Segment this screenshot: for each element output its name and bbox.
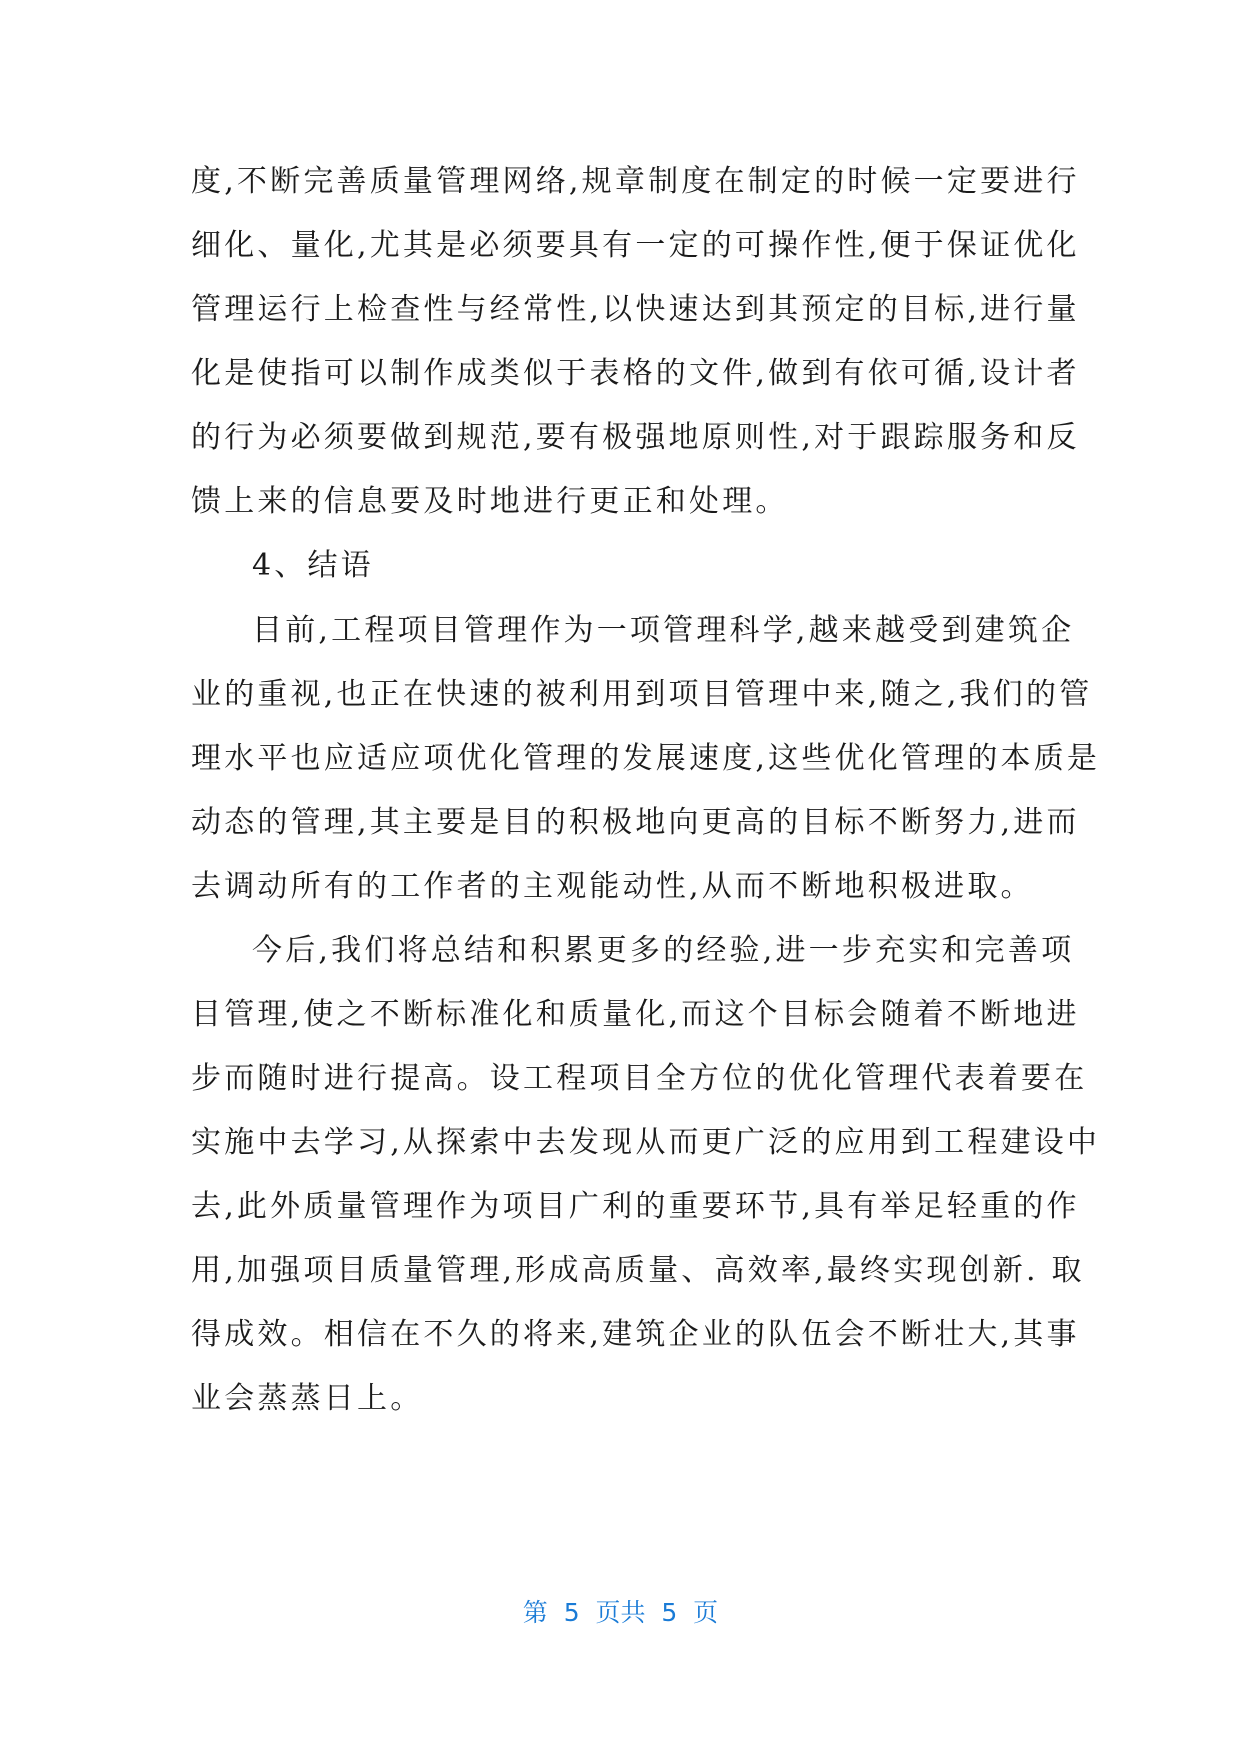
text-line: 目管理,使之不断标准化和质量化,而这个目标会随着不断地进 bbox=[191, 997, 1080, 1032]
text-line: 理水平也应适应项优化管理的发展速度,这些优化管理的本质是 bbox=[191, 741, 1101, 776]
text-line: 化是使指可以制作成类似于表格的文件,做到有依可循,设计者 bbox=[191, 356, 1080, 391]
page-number-footer: 第 5 页共 5 页 bbox=[522, 1598, 719, 1627]
text-line: 业的重视,也正在快速的被利用到项目管理中来,随之,我们的管 bbox=[191, 677, 1093, 712]
text-line: 馈上来的信息要及时地进行更正和处理。 bbox=[191, 484, 789, 519]
text-line: 用,加强项目质量管理,形成高质量、高效率,最终实现创新. 取 bbox=[191, 1253, 1085, 1288]
text-line: 步而随时进行提高。设工程项目全方位的优化管理代表着要在 bbox=[191, 1061, 1088, 1096]
text-line: 目前,工程项目管理作为一项管理科学,越来越受到建筑企 bbox=[252, 613, 1075, 648]
text-line: 实施中去学习,从探索中去发现从而更广泛的应用到工程建设中 bbox=[191, 1125, 1101, 1160]
text-line: 动态的管理,其主要是目的积极地向更高的目标不断努力,进而 bbox=[191, 805, 1080, 840]
text-line: 去调动所有的工作者的主观能动性,从而不断地积极进取。 bbox=[191, 869, 1034, 904]
text-line: 度,不断完善质量管理网络,规章制度在制定的时候一定要进行 bbox=[191, 164, 1080, 199]
text-line: 今后,我们将总结和积累更多的经验,进一步充实和完善项 bbox=[252, 933, 1075, 968]
text-line: 管理运行上检查性与经常性,以快速达到其预定的目标,进行量 bbox=[191, 292, 1080, 327]
text-line: 得成效。相信在不久的将来,建筑企业的队伍会不断壮大,其事 bbox=[191, 1317, 1080, 1352]
section-heading: 4、结语 bbox=[252, 548, 374, 583]
text-line: 的行为必须要做到规范,要有极强地原则性,对于跟踪服务和反 bbox=[191, 420, 1080, 455]
text-line: 业会蒸蒸日上。 bbox=[191, 1381, 424, 1416]
text-line: 细化、量化,尤其是必须要具有一定的可操作性,便于保证优化 bbox=[191, 228, 1080, 263]
text-line: 去,此外质量管理作为项目广利的重要环节,具有举足轻重的作 bbox=[191, 1189, 1080, 1224]
